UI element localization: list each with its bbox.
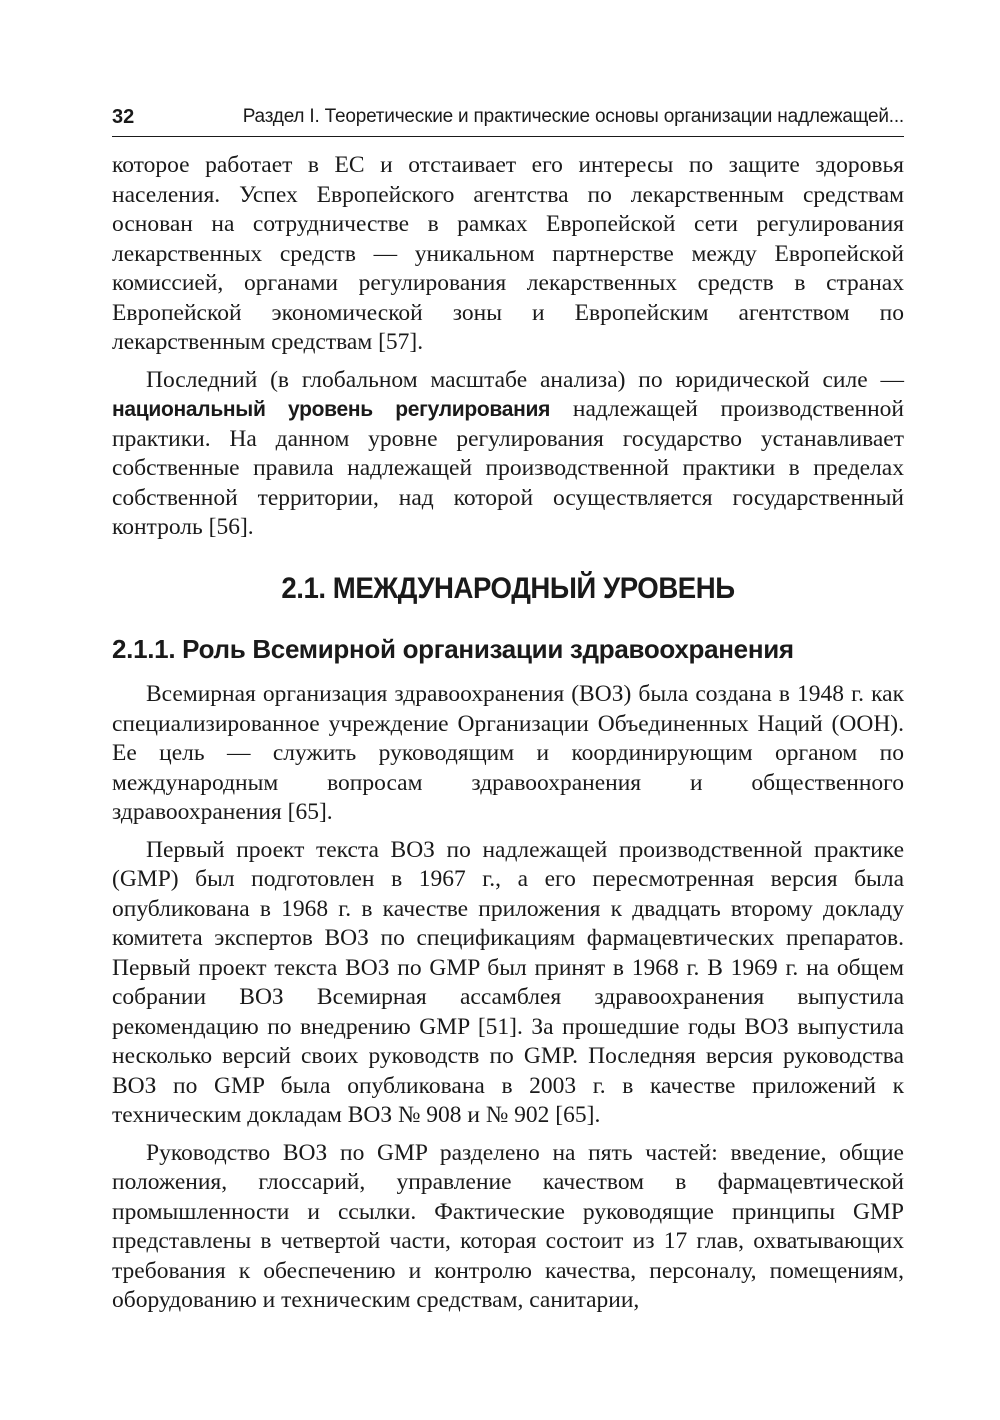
paragraph-gmp-structure: Руководство ВОЗ по GMP разделено на пять частей: введение, общие положения, глоссарий, управление качеством в фармацевтической промышленности и ссылки. Фактические руководящие принципы GMP представлены в четвертой части, которая состоит из 17 глав, охватывающих требования к обеспечению и контролю качества, персоналу, помещениям, оборудованию и техническим средствам, санитарии,: [112, 1139, 904, 1313]
paragraph-intro: Последний (в глобальном масштабе анализа) по юридической силе —: [146, 366, 904, 393]
running-title: Раздел I. Теоретические и практические основы организации надлежащей...: [242, 106, 904, 127]
page-number: 32: [112, 106, 135, 128]
text-block-bottom: [112, 680, 904, 1316]
paragraph-continued: которое работает в ЕС и отстаивает его интересы по защите здоровья населения. Успех Европейского агентства по лекарственным средствам основан на сотрудничестве в рамках Европейской сети регулирования лекарственных средств — уникальном партнерстве между Европейской комиссией, органами регулирования лекарственных средств в странах Европейской экономической зоны и Европейским агентством по лекарственным средствам [57].: [112, 152, 904, 355]
subsection-heading: 2.1.1. Роль Всемирной организации здравоохранения: [112, 634, 794, 664]
paragraph-rest: надлежащей производственной практики. На данном уровне регулирования государство устанавливает собственные правила надлежащей производственной практики в пределах собственной территории, над которой осуществляется государственный контроль [56].: [112, 396, 905, 540]
paragraph-gmp-history: Первый проект текста ВОЗ по надлежащей производственной практике (GMP) был подготовлен в 1967 г., а его пересмотренная версия была опубликована в 1968 г. в качестве приложения к двадцать второму докладу комитета экспертов ВОЗ по спецификациям фармацевтических препаратов. Первый проект текста ВОЗ по GMP был принят в 1968 г. В 1969 г. на общем собрании ВОЗ Всемирная ассамблея здравоохранения выпустила рекомендацию по внедрению GMP [51]. За прошедшие годы ВОЗ выпустила несколько версий своих руководств по GMP. Последняя версия руководства ВОЗ по GMP была опубликована в 2003 г. в качестве приложений к техническим докладам ВОЗ № 908 и № 902 [65].: [112, 836, 904, 1128]
bold-term: национальный уровень регулирования: [112, 398, 551, 421]
paragraph-national-level: [112, 366, 904, 543]
text-block-top: [112, 151, 904, 543]
paragraph-who-founding: Всемирная организация здравоохранения (ВОЗ) была создана в 1948 г. как специализированное учреждение Организации Объединенных Наций (ООН). Ее цель — служить руководящим и координирующим органом по международным вопросам здравоохранения и общественного здравоохранения [65].: [112, 681, 904, 825]
section-heading: 2.1. МЕЖДУНАРОДНЫЙ УРОВЕНЬ: [281, 572, 735, 605]
header-rule: [112, 136, 904, 137]
running-header: [112, 100, 904, 134]
